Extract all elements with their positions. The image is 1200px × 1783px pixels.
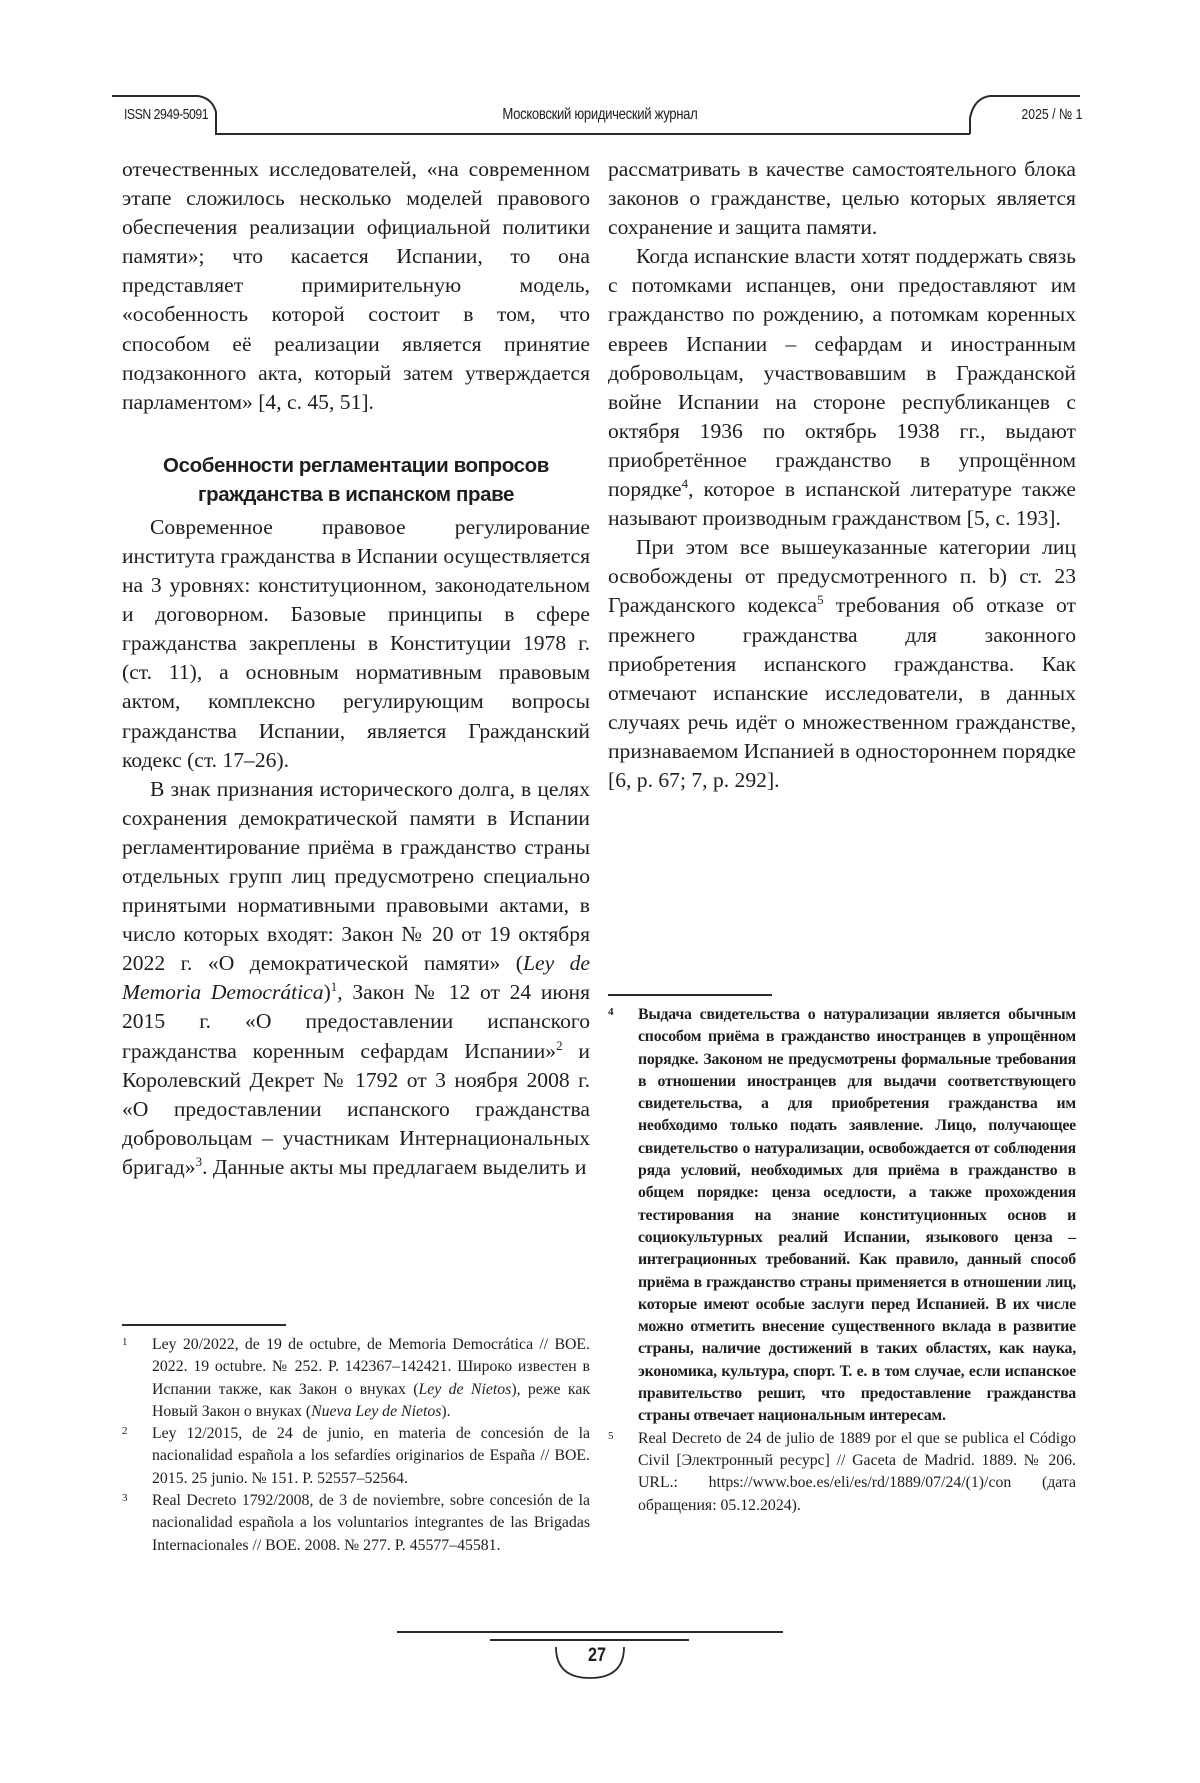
text-run: требования об отказе от прежнего гражданства для законного приобретения испанского гражданства. Как отмечают испанские исследователи, в данных случаях речь идёт о множественном гражданстве, признаваемом Испанией в одностороннем порядке [6, p. 67; 7, p. 292]. xyxy=(608,593,1076,792)
running-header xyxy=(112,94,1088,138)
paragraph-exemptions xyxy=(608,533,1076,795)
footnote-1 xyxy=(122,1334,590,1423)
footnote-divider xyxy=(608,994,772,996)
footnote-ref-1[interactable]: 1 xyxy=(330,979,338,995)
italic-law-title: Ley de Memoria Democrática xyxy=(122,951,590,1005)
text-run: , которое в испанской литературе также называют производным гражданством [5, с. 193]. xyxy=(608,477,1076,531)
issue-label: 2025 / № 1 xyxy=(1020,106,1082,123)
footnotes-left xyxy=(122,1324,590,1557)
text-run: Ley 12/2015, de 24 de junio, en materia de concesión de la nacionalidad española a los sefardíes originarios de España // BOE. 2015. 25 junio. № 151. P. 52557–52564. xyxy=(152,1425,590,1487)
text-run: , Закон № 12 от 24 июня 2015 г. «О предоставлении испанского гражданства коренным сефардам Испании» xyxy=(122,980,591,1063)
footnote-ref-5[interactable]: 5 xyxy=(817,592,824,608)
italic-text: Nueva Ley de Nietos xyxy=(311,1402,442,1420)
journal-title-text: Московский юридический журнал xyxy=(502,106,698,123)
text-run: . Данные акты мы предлагаем выделить и xyxy=(202,1154,587,1179)
footnote-2 xyxy=(122,1423,590,1490)
footnote-ref-3[interactable]: 3 xyxy=(195,1153,203,1169)
footnote-ref-2[interactable]: 2 xyxy=(556,1037,563,1053)
text-run: и Королевский Декрет № 1792 от 3 ноября 2008 г. «О предоставлении испанского гражданства добровольцам – участникам Интернациональных бригад» xyxy=(122,1038,590,1179)
text-run: Ley 20/2022, de 19 de octubre, de Memoria Democrática // BOE. 2022. 19 octubre. № 252. P. 142367–142421. Широко известен в Испании также, как Закон о внуках ( xyxy=(152,1336,590,1398)
text-run: Real Decreto 1792/2008, de 3 de noviembre, sobre concesión de la nacionalidad española a los voluntarios integrantes de las Brigadas Internacionales // BOE. 2008. № 277. P. 45577–45581. xyxy=(152,1492,590,1554)
footnote-3 xyxy=(122,1490,590,1557)
text-run: В знак признания исторического долга, в целях сохранения демократической памяти в Испании регламентирование приёма в гражданство страны отдельных групп лиц предусмотрено специально принятыми нормативными правовыми актами, в число которых входят: Закон № 20 от 19 октября 2022 г. «О демократической памяти» ( xyxy=(122,776,590,976)
footnote-number: 1 xyxy=(122,1336,128,1348)
paragraph-descendants xyxy=(608,242,1076,533)
paragraph-regulation-levels: Современное правовое регулирование института гражданства в Испании осуществляется на 3 уровнях: конституционном, законодательном и договорном. Базовые принципы в сфере гражданства закреплены в Конституции 1978 г. (ст. 11), а основным нормативным правовым актом, комплексно регулирующим вопросы гражданства Испании, является Гражданский кодекс (ст. 17–26). xyxy=(122,514,590,772)
text-run: ) xyxy=(323,980,331,1005)
paragraph-continuation: рассматривать в качестве самостоятельного блока законов о гражданстве, целью которых является сохранение и защита памяти. xyxy=(608,157,1076,240)
right-column xyxy=(608,155,1076,795)
section-heading-line-2: гражданства в испанском праве xyxy=(197,482,515,506)
section-heading-line-1: Особенности регламентации вопросов xyxy=(163,453,549,477)
issn-label: ISSN 2949-5091 xyxy=(124,106,209,123)
footnote-5 xyxy=(608,1428,1076,1517)
text-run: ). xyxy=(441,1402,451,1420)
footnote-number: 4 xyxy=(608,1006,614,1018)
italic-text: Ley de Nietos xyxy=(418,1380,512,1398)
text-run: ), реже как Новый Закон о внуках ( xyxy=(152,1380,591,1420)
footnote-number: 5 xyxy=(608,1429,614,1442)
text-run: Когда испанские власти хотят поддержать связь с потомками испанцев, они предоставляют им гражданство по рождению, а потомкам коренных евреев Испании – сефардам и иностранным добровольцам, участвовавшим в Гражданской войне Испании на стороне республиканцев с октября 1936 по октябрь 1938 гг., выдают приобретённое гражданство в упрощённом порядке xyxy=(608,244,1076,502)
page-number: 27 xyxy=(588,1645,606,1666)
text-run: Выдача свидетельства о натурализации является обычным способом приёма в гражданство иностранцев в упрощённом порядке. Законом не предусмотрены формальные требования в отношении иностранцев для выдачи соответствующего свидетельства, а для приобретения гражданства им необходимо только подать заявление. Лицо, получающее свидетельство о натурализации, освобождается от соблюдения ряда условий, необходимых для приёма в гражданство в общем порядке: ценза оседлости, а также прохождения тестирования на знание конституционных основ и социокультурных реалий Испании, языкового ценза – интеграционных требований. Как правило, данный способ приёма в гражданство страны применяется в отношении лиц, которые имеют особые заслуги перед Испанией. В их числе можно отметить внесение существенного вклада в развитие страны, наличие достижений в таких областях, как наука, экономика, культура, спорт. Т. е. в том случае, если испанское правительство решит, что предоставление гражданства страны отвечает национальным интересам. xyxy=(638,1006,1076,1425)
paragraph-historical-debt xyxy=(122,775,590,1182)
footnote-number: 3 xyxy=(122,1492,128,1505)
text-run: При этом все вышеуказанные категории лиц освобождены от предусмотренного п. b) ст. 23 Гражданского кодекса xyxy=(608,535,1076,618)
text-run: Real Decreto de 24 de julio de 1889 por el que se publica el Código Civil [Электронный ресурс] // Gaceta de Madrid. 1889. № 206. URL.: https://www.boe.es/eli/es/rd/1889/07/24/(1)/con (дата обращения: 05.12.2024). xyxy=(638,1429,1076,1514)
left-column xyxy=(122,155,590,1182)
footnote-divider xyxy=(122,1324,286,1326)
section-heading xyxy=(122,451,590,509)
footnote-4 xyxy=(608,1004,1076,1428)
footnote-ref-4[interactable]: 4 xyxy=(681,475,689,491)
page-footer xyxy=(397,1628,797,1688)
journal-title xyxy=(112,106,1088,124)
paragraph-continuation: отечественных исследователей, «на современном этапе сложилось несколько моделей правового обеспечения реализации официальной политики памяти»; что касается Испании, то она представляет примирительную модель, «особенность которой состоит в том, что способом её реализации является принятие подзаконного акта, который затем утверждается парламентом» [4, с. 45, 51]. xyxy=(122,157,590,414)
footnotes-right xyxy=(608,994,1076,1517)
footnote-number: 2 xyxy=(122,1425,128,1438)
